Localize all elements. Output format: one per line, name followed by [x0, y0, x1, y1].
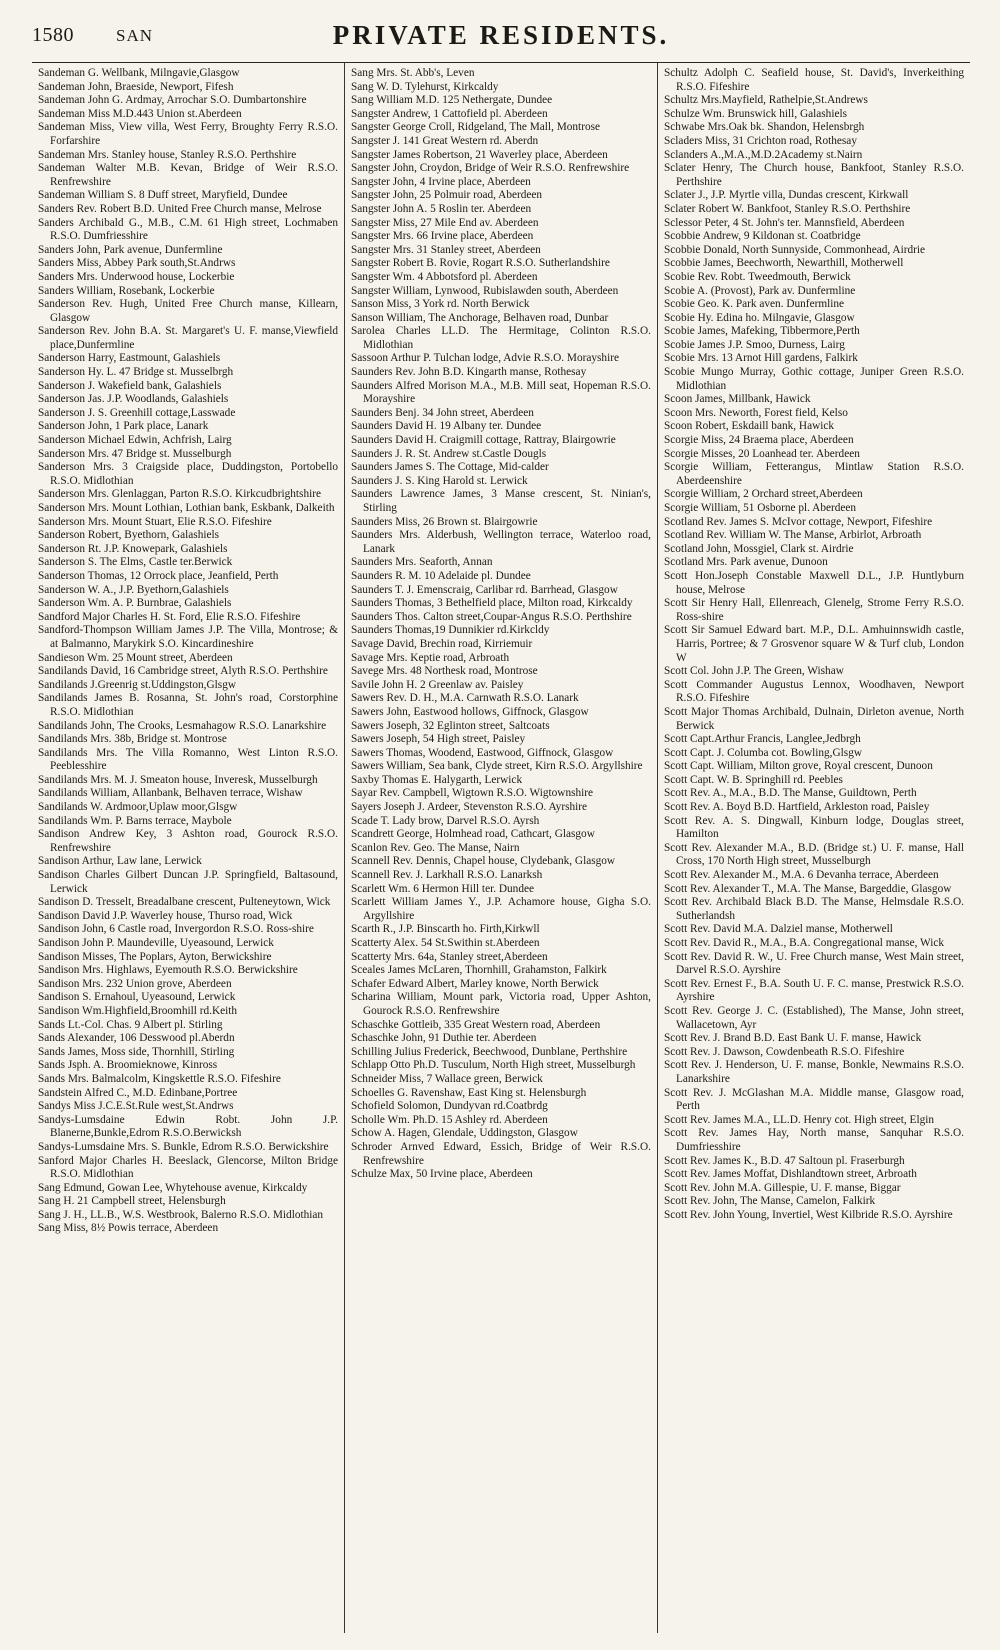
- directory-entry: Sangster James Robertson, 21 Waverley place, Aberdeen: [351, 148, 608, 161]
- directory-entry: Sandieson Wm. 25 Mount street, Aberdeen: [38, 651, 233, 664]
- directory-entry: Sanderson John, 1 Park place, Lanark: [38, 420, 209, 433]
- directory-entry: Scott Rev. Alexander M.A., B.D. (Bridge st.) U. F. manse, Hall Cross, 170 North High street, Musselburgh: [664, 841, 964, 868]
- directory-entry: Sangster Andrew, 1 Cattofield pl. Aberdeen: [351, 107, 548, 120]
- directory-entry: Sang Mrs. St. Abb's, Leven: [351, 67, 475, 79]
- directory-entry: Sangster Robert B. Rovie, Rogart R.S.O. Sutherlandshire: [351, 257, 610, 270]
- directory-entry: Scoon James, Millbank, Hawick: [664, 393, 811, 406]
- directory-entry: Saunders Thos. Calton street,Coupar-Angus R.S.O. Perthshire: [351, 610, 632, 623]
- directory-entry: Schroder Arnved Edward, Essich, Bridge of Weir R.S.O. Renfrewshire: [351, 1140, 651, 1167]
- directory-entry: Schulze Wm. Brunswick hill, Galashiels: [664, 107, 848, 120]
- directory-entry: Sandison Arthur, Law lane, Lerwick: [38, 855, 202, 868]
- directory-entry: Schow A. Hagen, Glendale, Uddingston, Glasgow: [351, 1127, 578, 1140]
- directory-entry: Sanderson J. Wakefield bank, Galashiels: [38, 379, 222, 392]
- directory-entry: Sandilands James B. Rosanna, St. John's road, Corstorphine R.S.O. Midlothian: [38, 692, 338, 718]
- directory-entry: Scoon Robert, Eskdaill bank, Hawick: [664, 420, 835, 433]
- directory-entry: Sanderson Hy. L. 47 Bridge st. Musselbrgh: [38, 366, 234, 379]
- directory-entry: Sands James, Moss side, Thornhill, Stirling: [38, 1045, 235, 1058]
- directory-entry: Sandys-Lumsdaine Edwin Robt. John J.P. Blanerne,Bunkle,Edrom R.S.O.Berwicksh: [38, 1113, 338, 1140]
- directory-entry: Schneider Miss, 7 Wallace green, Berwick: [351, 1072, 543, 1085]
- directory-entry: Scott Rev. James K., B.D. 47 Saltoun pl. Fraserburgh: [664, 1154, 905, 1167]
- directory-entry: Sanford Major Charles H. Beeslack, Glencorse, Milton Bridge R.S.O. Midlothian: [38, 1154, 338, 1181]
- directory-entry: Sang William M.D. 125 Nethergate, Dundee: [351, 94, 553, 107]
- directory-entry: Saunders Alfred Morison M.A., M.B. Mill seat, Hopeman R.S.O. Morayshire: [351, 379, 651, 406]
- directory-entry: Sanderson Michael Edwin, Achfrish, Lairg: [38, 434, 232, 447]
- directory-entry: Scott Col. John J.P. The Green, Wishaw: [664, 665, 844, 678]
- directory-entry: Sclessor Peter, 4 St. John's ter. Mannsfield, Aberdeen: [664, 216, 905, 229]
- directory-entry: Scott Rev. John, The Manse, Camelon, Falkirk: [664, 1195, 876, 1208]
- directory-entry: Sandison D. Tresselt, Breadalbane crescent, Pulteneytown, Wick: [38, 896, 331, 909]
- directory-entry: Scott Rev. J. Brand B.D. East Bank U. F. manse, Hawick: [664, 1032, 922, 1045]
- directory-entry: Scotland John, Mossgiel, Clark st. Airdrie: [664, 542, 854, 555]
- directory-entry: Sanderson Mrs. 3 Craigside place, Duddingston, Portobello R.S.O. Midlothian: [38, 461, 338, 487]
- directory-entry: Scott Rev. A. Boyd B.D. Hartfield, Arkleston road, Paisley: [664, 801, 930, 814]
- directory-entry: Scorgie Misses, 20 Loanhead ter. Aberdeen: [664, 447, 860, 460]
- directory-entry: Sawers Joseph, 54 High street, Paisley: [351, 733, 526, 746]
- directory-entry: Sangster John A. 5 Roslin ter. Aberdeen: [351, 202, 532, 215]
- directory-entry: Sclater J., J.P. Myrtle villa, Dundas crescent, Kirkwall: [664, 189, 909, 202]
- directory-entry: Scott Commander Augustus Lennox, Woodhaven, Newport R.S.O. Fifeshire: [664, 678, 964, 705]
- directory-entry: Scott Sir Henry Hall, Ellenreach, Glenelg, Strome Ferry R.S.O. Ross-shire: [664, 597, 964, 623]
- directory-entry: Scorgie Miss, 24 Braema place, Aberdeen: [664, 434, 854, 447]
- directory-entry: Scott Rev. John M.A. Gillespie, U. F. manse, Biggar: [664, 1181, 901, 1194]
- directory-entry: Scott Rev. George J. C. (Established), The Manse, John street, Wallacetown, Ayr: [664, 1004, 964, 1031]
- directory-entry: Scotland Rev. James S. McIvor cottage, Newport, Fifeshire: [664, 515, 933, 528]
- directory-entry: Saunders Rev. John B.D. Kingarth manse, Rothesay: [351, 366, 587, 379]
- directory-entry: Sanderson Robert, Byethorn, Galashiels: [38, 529, 220, 542]
- directory-entry: Scobie Geo. K. Park aven. Dunfermline: [664, 298, 845, 311]
- directory-entry: Sanders Archibald G., M.B., C.M. 61 High street, Lochmaben R.S.O. Dumfriesshire: [38, 216, 338, 243]
- directory-entry: Sangster Mrs. 66 Irvine place, Aberdeen: [351, 230, 534, 243]
- directory-entry: Scarth R., J.P. Binscarth ho. Firth,Kirkwll: [351, 923, 540, 936]
- directory-entry: Sands Jsph. A. Broomieknowe, Kinross: [38, 1059, 218, 1072]
- directory-entry: Sandford-Thompson William James J.P. The Villa, Montrose; & at Balmanno, Marykirk S.O. Kincardineshire: [38, 624, 338, 650]
- directory-entry: Sandeman John, Braeside, Newport, Fifesh: [38, 80, 234, 93]
- directory-entry: Saunders David H. 19 Albany ter. Dundee: [351, 420, 542, 433]
- directory-entry: Sanderson Mrs. Glenlaggan, Parton R.S.O. Kirkcudbrightshire: [38, 488, 322, 501]
- directory-entry: Saunders James S. The Cottage, Mid-calder: [351, 461, 549, 474]
- directory-entry: Sclater Robert W. Bankfoot, Stanley R.S.O. Perthshire: [664, 202, 911, 215]
- directory-entry: Sangster J. 141 Great Western rd. Aberdn: [351, 134, 539, 147]
- directory-entry: Scharina William, Mount park, Victoria road, Upper Ashton, Gourock R.S.O. Renfrewshire: [351, 991, 651, 1017]
- directory-entry: Scladers Miss, 31 Crichton road, Rothesay: [664, 134, 857, 147]
- directory-entry: Scobie Mrs. 13 Arnot Hill gardens, Falkirk: [664, 352, 858, 365]
- directory-entry: Scott Rev. J. Henderson, U. F. manse, Bonkle, Newmains R.S.O. Lanarkshire: [664, 1059, 964, 1085]
- directory-entry: Sang J. H., LL.B., W.S. Westbrook, Balerno R.S.O. Midlothian: [38, 1208, 324, 1221]
- directory-entry: Scott Rev. Alexander T., M.A. The Manse, Bargeddie, Glasgow: [664, 882, 952, 895]
- directory-entry: Sandilands David, 16 Cambridge street, Alyth R.S.O. Perthshire: [38, 665, 328, 678]
- directory-entry: Schultz Adolph C. Seafield house, St. David's, Inverkeithing R.S.O. Fifeshire: [664, 67, 964, 93]
- directory-entry: Scannell Rev. J. Larkhall R.S.O. Lanarksh: [351, 869, 543, 882]
- directory-entry: Scorgie William, Fetterangus, Mintlaw Station R.S.O. Aberdeenshire: [664, 461, 964, 487]
- directory-entry: Schafer Edward Albert, Marley knowe, North Berwick: [351, 977, 599, 990]
- directory-entry: Schwabe Mrs.Oak bk. Shandon, Helensbrgh: [664, 121, 865, 134]
- directory-entry: Scanlon Rev. Geo. The Manse, Nairn: [351, 841, 520, 854]
- directory-entry: Scott Rev. John Young, Invertiel, West Kilbride R.S.O. Ayrshire: [664, 1208, 953, 1221]
- directory-entry: Savege Mrs. 48 Northesk road, Montrose: [351, 665, 538, 678]
- directory-entry: Sandilands William, Allanbank, Belhaven terrace, Wishaw: [38, 787, 303, 800]
- directory-entry: Scott Rev. James Moffat, Dishlandtown street, Arbroath: [664, 1168, 917, 1181]
- directory-entry: Schofield Solomon, Dundyvan rd.Coatbrdg: [351, 1100, 548, 1113]
- directory-entry: Sassoon Arthur P. Tulchan lodge, Advie R.S.O. Morayshire: [351, 352, 619, 365]
- directory-entry: Scobie Hy. Edina ho. Milngavie, Glasgow: [664, 311, 855, 324]
- directory-entry: Scobbie James, Beechworth, Newarthill, Motherwell: [664, 257, 904, 270]
- directory-entry: Saunders T. J. Emenscraig, Carlibar rd. Barrhead, Glasgow: [351, 583, 618, 596]
- directory-entry: Sandeman G. Wellbank, Milngavie,Glasgow: [38, 67, 240, 79]
- directory-entry: Sarolea Charles LL.D. The Hermitage, Colinton R.S.O. Midlothian: [351, 325, 651, 351]
- directory-entry: Saunders Benj. 34 John street, Aberdeen: [351, 406, 534, 419]
- directory-entry: Sanderson W. A., J.P. Byethorn,Galashiels: [38, 583, 229, 596]
- directory-entry: Sands Alexander, 106 Desswood pl.Aberdn: [38, 1032, 235, 1045]
- directory-entry: Sandeman John G. Ardmay, Arrochar S.O. Dumbartonshire: [38, 94, 307, 107]
- directory-entry: Sanders Miss, Abbey Park south,St.Andrws: [38, 257, 236, 270]
- directory-entry: Sanders William, Rosebank, Lockerbie: [38, 284, 215, 297]
- directory-entry: Schaschke Gottleib, 335 Great Western road, Aberdeen: [351, 1018, 601, 1031]
- directory-entry: Schulze Max, 50 Irvine place, Aberdeen: [351, 1168, 533, 1181]
- directory-entry: Saunders J. R. St. Andrew st.Castle Dougls: [351, 447, 547, 460]
- directory-entry: Scott Rev. James Hay, North manse, Sanquhar R.S.O. Dumfriesshire: [664, 1127, 964, 1153]
- directory-entry: Sandstein Alfred C., M.D. Edinbane,Portree: [38, 1086, 238, 1099]
- directory-entry: Scott Capt. William, Milton grove, Royal crescent, Dunoon: [664, 760, 933, 773]
- directory-entry: Scoon Mrs. Neworth, Forest field, Kelso: [664, 406, 848, 419]
- directory-entry: Sangster John, 4 Irvine place, Aberdeen: [351, 175, 531, 188]
- directory-entry: Sangster Mrs. 31 Stanley street, Aberdeen: [351, 243, 541, 256]
- directory-entry: Sanson William, The Anchorage, Belhaven road, Dunbar: [351, 311, 609, 324]
- directory-entry: Sayers Joseph J. Ardeer, Stevenston R.S.O. Ayrshire: [351, 801, 588, 814]
- directory-entry: Sandeman Miss, View villa, West Ferry, Broughty Ferry R.S.O. Forfarshire: [38, 121, 338, 147]
- directory-entry: Saunders R. M. 10 Adelaide pl. Dundee: [351, 569, 531, 582]
- directory-entry: Schilling Julius Frederick, Beechwood, Dunblane, Perthshire: [351, 1045, 628, 1058]
- directory-entry: Scott Capt. W. B. Springhill rd. Peebles: [664, 773, 843, 786]
- directory-entry: Sangster Wm. 4 Abbotsford pl. Aberdeen: [351, 270, 538, 283]
- column-middle: [344, 63, 657, 1633]
- directory-entry: Scott Sir Samuel Edward bart. M.P., D.L. Amhuinnswidh castle, Harris, Portree; & 7 Grosvenor square W & Turf club, London W: [664, 624, 964, 664]
- column-left: [32, 63, 344, 1633]
- directory-entry: Sangster William, Lynwood, Rubislawden south, Aberdeen: [351, 284, 619, 297]
- directory-entry: Sanderson Mrs. Mount Lothian, Lothian bank, Eskbank, Dalkeith: [38, 502, 335, 514]
- directory-entry: Scott Rev. A., M.A., B.D. The Manse, Guildtown, Perth: [664, 787, 917, 800]
- directory-entry: Sandilands W. Ardmoor,Uplaw moor,Glsgw: [38, 801, 238, 814]
- directory-entry: Saunders Mrs. Alderbush, Wellington terrace, Waterloo road, Lanark: [351, 529, 651, 555]
- directory-entry: Sandeman Miss M.D.443 Union st.Aberdeen: [38, 107, 242, 120]
- directory-entry: Sandison Wm.Highfield,Broomhill rd.Keith: [38, 1004, 238, 1017]
- directory-entry: Sandilands J.Greenrig st.Uddingston,Glsgw: [38, 678, 236, 691]
- directory-entry: Sayar Rev. Campbell, Wigtown R.S.O. Wigtownshire: [351, 787, 594, 800]
- columns-container: [32, 63, 970, 1633]
- directory-entry: Sceales James McLaren, Thornhill, Grahamston, Falkirk: [351, 964, 607, 977]
- directory-entry: Sanson Miss, 3 York rd. North Berwick: [351, 298, 530, 311]
- directory-entry: Sangster Miss, 27 Mile End av. Aberdeen: [351, 216, 539, 229]
- directory-entry: Saunders Thomas,19 Dunnikier rd.Kirkcldy: [351, 624, 550, 637]
- directory-entry: Savage David, Brechin road, Kirriemuir: [351, 637, 533, 650]
- section-abbreviation: SAN: [116, 26, 154, 45]
- directory-entry: Sandilands Wm. P. Barns terrace, Maybole: [38, 814, 232, 827]
- directory-entry: Scott Rev. Archibald Black B.D. The Manse, Helmsdale R.S.O. Sutherlandsh: [664, 896, 964, 922]
- directory-entry: Scott Major Thomas Archibald, Dulnain, Dirleton avenue, North Berwick: [664, 705, 964, 732]
- directory-entry: Sandison Mrs. Highlaws, Eyemouth R.S.O. Berwickshire: [38, 964, 298, 977]
- directory-entry: Sclater Henry, The Church house, Bankfoot, Stanley R.S.O. Perthshire: [664, 162, 964, 188]
- directory-entry: Sandford Major Charles H. St. Ford, Elie R.S.O. Fifeshire: [38, 610, 301, 623]
- directory-entry: Saxby Thomas E. Halygarth, Lerwick: [351, 773, 523, 786]
- directory-entry: Scade T. Lady brow, Darvel R.S.O. Ayrsh: [351, 814, 540, 827]
- directory-entry: Sang H. 21 Campbell street, Helensburgh: [38, 1195, 226, 1208]
- directory-entry: Saunders Mrs. Seaforth, Annan: [351, 556, 493, 569]
- directory-entry: Sawers William, Sea bank, Clyde street, Kirn R.S.O. Argyllshire: [351, 760, 643, 773]
- directory-entry: Savage Mrs. Keptie road, Arbroath: [351, 651, 510, 664]
- directory-entry: Scott Rev. James M.A., LL.D. Henry cot. High street, Elgin: [664, 1113, 935, 1126]
- directory-entry: Sawers Rev. D. H., M.A. Carnwath R.S.O. Lanark: [351, 692, 579, 705]
- directory-entry: Scott Rev. Ernest F., B.A. South U. F. C. manse, Prestwick R.S.O. Ayrshire: [664, 977, 964, 1004]
- directory-entry: Saunders Miss, 26 Brown st. Blairgowrie: [351, 515, 538, 528]
- directory-entry: Sanders Mrs. Underwood house, Lockerbie: [38, 270, 235, 283]
- directory-entry: Scandrett George, Holmhead road, Cathcart, Glasgow: [351, 828, 595, 841]
- directory-entry: Sanders Rev. Robert B.D. United Free Church manse, Melrose: [38, 202, 322, 215]
- directory-entry: Sawers Thomas, Woodend, Eastwood, Giffnock, Glasgow: [351, 746, 614, 759]
- directory-entry: Saunders David H. Craigmill cottage, Rattray, Blairgowrie: [351, 434, 616, 447]
- directory-entry: Scarlett Wm. 6 Hermon Hill ter. Dundee: [351, 882, 535, 895]
- directory-entry: Schoelles G. Ravenshaw, East King st. Helensburgh: [351, 1086, 587, 1099]
- directory-entry: Sanderson S. The Elms, Castle ter.Berwick: [38, 556, 233, 569]
- directory-entry: Schultz Mrs.Mayfield, Rathelpie,St.Andrews: [664, 94, 868, 107]
- directory-entry: Scorgie William, 51 Osborne pl. Aberdeen: [664, 502, 857, 514]
- directory-entry: Sang Edmund, Gowan Lee, Whytehouse avenue, Kirkcaldy: [38, 1181, 308, 1194]
- directory-entry: Sandison Misses, The Poplars, Ayton, Berwickshire: [38, 950, 272, 963]
- directory-entry: Sandison S. Ernahoul, Uyeasound, Lerwick: [38, 991, 236, 1004]
- directory-entry: Sandilands Mrs. 38b, Bridge st. Montrose: [38, 733, 227, 746]
- directory-entry: Sclanders A.,M.A.,M.D.2Academy st.Nairn: [664, 148, 863, 161]
- directory-entry: Sangster George Croll, Ridgeland, The Mall, Montrose: [351, 121, 601, 134]
- directory-entry: Scott Rev. David R., M.A., B.A. Congregational manse, Wick: [664, 937, 945, 949]
- directory-entry: Scott Rev. A. S. Dingwall, Kinburn lodge, Douglas street, Hamilton: [664, 814, 964, 841]
- directory-entry: Scobbie Andrew, 9 Kildonan st. Coatbridge: [664, 230, 861, 243]
- directory-entry: Sanderson Rev. John B.A. St. Margaret's U. F. manse,Viewfield place,Dunfermline: [38, 325, 338, 351]
- directory-entry: Sangster John, 25 Polmuir road, Aberdeen: [351, 189, 543, 202]
- directory-entry: Saunders Thomas, 3 Bethelfield place, Milton road, Kirkcaldy: [351, 597, 633, 610]
- directory-entry: Scotland Rev. William W. The Manse, Arbirlot, Arbroath: [664, 529, 922, 542]
- directory-entry: Sawers Joseph, 32 Eglinton street, Saltcoats: [351, 719, 550, 732]
- directory-entry: Sandeman William S. 8 Duff street, Maryfield, Dundee: [38, 189, 288, 202]
- directory-entry: Scholle Wm. Ph.D. 15 Ashley rd. Aberdeen: [351, 1113, 548, 1126]
- directory-entry: Sang W. D. Tylehurst, Kirkcaldy: [351, 80, 499, 93]
- directory-entry: Sanderson Mrs. 47 Bridge st. Musselburgh: [38, 447, 232, 460]
- page-title: PRIVATE RESIDENTS.: [332, 20, 670, 50]
- directory-entry: Scarlett William James Y., J.P. Achamore house, Gigha S.O. Argyllshire: [351, 896, 651, 922]
- directory-entry: Sanderson Jas. J.P. Woodlands, Galashiels: [38, 393, 229, 406]
- directory-entry: Savile John H. 2 Greenlaw av. Paisley: [351, 678, 524, 691]
- directory-entry: Sandison Andrew Key, 3 Ashton road, Gourock R.S.O. Renfrewshire: [38, 828, 338, 854]
- directory-entry: Saunders J. S. King Harold st. Lerwick: [351, 474, 528, 487]
- directory-entry: Scobie Mungo Murray, Gothic cottage, Juniper Green R.S.O. Midlothian: [664, 366, 964, 392]
- directory-entry: Scott Rev. David M.A. Dalziel manse, Motherwell: [664, 923, 893, 936]
- directory-entry: Sanders John, Park avenue, Dunfermline: [38, 243, 223, 256]
- directory-entry: Sandys Miss J.C.E.St.Rule west,St.Andrws: [38, 1100, 234, 1113]
- directory-entry: Scorgie William, 2 Orchard street,Aberdeen: [664, 488, 863, 501]
- directory-entry: Schaschke John, 91 Duthie ter. Aberdeen: [351, 1032, 537, 1045]
- directory-entry: Scott Hon.Joseph Constable Maxwell D.L., J.P. Huntlyburn house, Melrose: [664, 569, 964, 596]
- directory-entry: Sandilands Mrs. M. J. Smeaton house, Inveresk, Musselburgh: [38, 773, 318, 786]
- directory-entry: Scott Rev. Alexander M., M.A. 6 Devanha terrace, Aberdeen: [664, 869, 939, 882]
- directory-entry: Sandys-Lumsdaine Mrs. S. Bunkle, Edrom R.S.O. Berwickshire: [38, 1140, 329, 1153]
- directory-entry: Sangster John, Croydon, Bridge of Weir R.S.O. Renfrewshire: [351, 162, 630, 175]
- directory-entry: Sanderson Harry, Eastmount, Galashiels: [38, 352, 221, 365]
- directory-entry: Scobie James J.P. Smoo, Durness, Lairg: [664, 338, 845, 351]
- directory-entry: Scotland Mrs. Park avenue, Dunoon: [664, 556, 828, 569]
- directory-entry: Sawers John, Eastwood hollows, Giffnock, Glasgow: [351, 705, 589, 718]
- directory-entry: Scott Rev. J. McGlashan M.A. Middle manse, Glasgow road, Perth: [664, 1086, 964, 1113]
- directory-entry: Scott Capt.Arthur Francis, Langlee,Jedbrgh: [664, 733, 861, 746]
- directory-entry: Sandison John, 6 Castle road, Invergordon R.S.O. Ross-shire: [38, 923, 314, 936]
- directory-entry: Schlapp Otto Ph.D. Tusculum, North High street, Musselburgh: [351, 1059, 636, 1072]
- directory-entry: Scott Rev. J. Dawson, Cowdenbeath R.S.O. Fifeshire: [664, 1045, 905, 1058]
- directory-entry: Scobie A. (Provost), Park av. Dunfermline: [664, 284, 856, 297]
- directory-entry: Scott Capt. J. Columba cot. Bowling,Glsgw: [664, 746, 863, 759]
- directory-entry: Sandison Charles Gilbert Duncan J.P. Springfield, Baltasound, Lerwick: [38, 869, 338, 895]
- directory-entry: Sands Lt.-Col. Chas. 9 Albert pl. Stirling: [38, 1018, 223, 1031]
- directory-entry: Scobbie Donald, North Sunnyside, Commonhead, Airdrie: [664, 243, 926, 256]
- directory-entry: Scott Rev. David R. W., U. Free Church manse, West Main street, Darvel R.S.O. Ayrshire: [664, 950, 964, 977]
- directory-entry: Sanderson Wm. A. P. Burnbrae, Galashiels: [38, 597, 232, 610]
- directory-entry: Sandeman Mrs. Stanley house, Stanley R.S.O. Perthshire: [38, 148, 297, 161]
- directory-entry: Sanderson Thomas, 12 Orrock place, Jeanfield, Perth: [38, 569, 279, 582]
- directory-entry: Scatterty Mrs. 64a, Stanley street,Aberdeen: [351, 950, 548, 963]
- directory-entry: Sands Mrs. Balmalcolm, Kingskettle R.S.O. Fifeshire: [38, 1072, 281, 1085]
- directory-entry: Saunders Lawrence James, 3 Manse crescent, St. Ninian's, Stirling: [351, 488, 651, 514]
- directory-entry: Sandilands John, The Crooks, Lesmahagow R.S.O. Lanarkshire: [38, 719, 327, 732]
- directory-entry: Scobie Rev. Robt. Tweedmouth, Berwick: [664, 270, 851, 283]
- directory-entry: Sandilands Mrs. The Villa Romanno, West Linton R.S.O. Peeblesshire: [38, 746, 338, 773]
- directory-entry: Scobie James, Mafeking, Tibbermore,Perth: [664, 325, 860, 338]
- directory-entry: Scatterty Alex. 54 St.Swithin st.Aberdeen: [351, 937, 540, 949]
- directory-entry: Sanderson Rev. Hugh, United Free Church manse, Killearn, Glasgow: [38, 298, 338, 324]
- directory-entry: Sandison Mrs. 232 Union grove, Aberdeen: [38, 977, 232, 990]
- directory-entry: Sandison John P. Maundeville, Uyeasound, Lerwick: [38, 937, 274, 949]
- directory-entry: Scannell Rev. Dennis, Chapel house, Clydebank, Glasgow: [351, 855, 616, 868]
- column-right: [657, 63, 970, 1633]
- directory-entry: Sanderson Rt. J.P. Knowepark, Galashiels: [38, 542, 228, 555]
- directory-entry: Sanderson J. S. Greenhill cottage,Lasswade: [38, 406, 236, 419]
- directory-entry: Sandeman Walter M.B. Kevan, Bridge of Weir R.S.O. Renfrewshire: [38, 162, 338, 188]
- directory-entry: Sanderson Mrs. Mount Stuart, Elie R.S.O. Fifeshire: [38, 515, 272, 528]
- page-number: 1580: [32, 24, 74, 46]
- page-header: [32, 20, 970, 58]
- directory-entry: Sandison David J.P. Waverley house, Thurso road, Wick: [38, 909, 293, 922]
- directory-entry: Sang Miss, 8½ Powis terrace, Aberdeen: [38, 1222, 219, 1235]
